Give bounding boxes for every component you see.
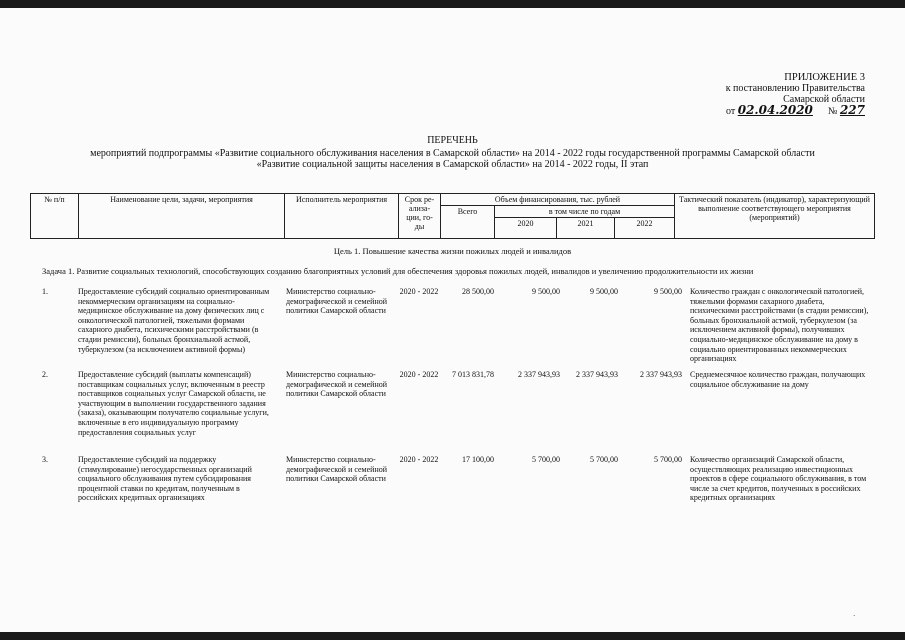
scan-border-top [0, 0, 905, 8]
row-executor: Министерство социально-демографической и семейной политики Самарской области [286, 455, 388, 484]
number-value: 227 [839, 103, 865, 117]
row-total: 7 013 831,78 [452, 370, 494, 379]
col-indicator-header: Тактический показатель (индикатор), характеризующий выполнение соответствующего мероприятия (мероприятий) [675, 194, 875, 239]
appendix-block [726, 72, 865, 117]
row-total: 17 100,00 [462, 455, 494, 464]
row-2020: 9 500,00 [532, 287, 560, 296]
row-name: Предоставление субсидий (выплаты компенсаций) поставщикам социальных услуг, включенным в реестр поставщиков социальных услуг Самарской области, не участвующим в выполнении государственного задания (заказа), оказывающим получателю социальные услуги, включенные в его индивидуальную программу предоставления социальных услуг [78, 370, 269, 437]
col-by-years-header: в том числе по годам [495, 206, 675, 218]
row-executor: Министерство социально-демографической и семейной политики Самарской области [286, 287, 388, 316]
row-name: Предоставление субсидий на поддержку (стимулирование) негосударственных организаций социального обслуживания путем субсидирования процентной ставки по кредитам, полученным в российских кредитных организациях [78, 455, 252, 503]
col-total-header: Всего [441, 206, 495, 239]
row-2022: 2 337 943,93 [640, 370, 682, 379]
heading-title: ПЕРЕЧЕНЬ [427, 135, 478, 146]
row-term: 2020 - 2022 [399, 287, 439, 296]
date-value: 02.04.2020 [737, 103, 813, 117]
task-line: Задача 1. Развитие социальных технологий, способствующих созданию благоприятных условий для обеспечения здоровья пожилых людей, инвалидов и увеличению продолжительности их жизни [42, 266, 754, 276]
heading-line1: мероприятий подпрограммы «Развитие социального обслуживания населения в Самарской области» на 2014 - 2022 годы государственной программы Самарской области [90, 148, 815, 159]
col-executor-header: Исполнитель мероприятия [285, 194, 399, 239]
row-term: 2020 - 2022 [399, 370, 439, 379]
row-num: 3. [42, 455, 48, 464]
heading-line2: «Развитие социальной защиты населения в Самарской области» на 2014 - 2022 годы, II этап [256, 159, 649, 170]
scan-border-bottom [0, 632, 905, 640]
row-total: 28 500,00 [462, 287, 494, 296]
row-num: 1. [42, 287, 48, 296]
col-num-header: № п/п [31, 194, 79, 239]
row-2022: 9 500,00 [654, 287, 682, 296]
row-2022: 5 700,00 [654, 455, 682, 464]
row-2021: 9 500,00 [590, 287, 618, 296]
row-indicator: Количество граждан с онкологической патологией, тяжелыми формами сахарного диабета, психическими расстройствами (в стадии ремиссии), больных бронхиальной астмой, туберкулезом (за исключением активной формы), получивших социально-медицинское обслуживание на дому в социально ориентированных некоммерческих организациях [690, 287, 869, 364]
row-name: Предоставление субсидий социально ориентированным некоммерческим организациям на социально-медицинское обслуживание на дому физических лиц с онкологической патологией, тяжелыми формами сахарного диабета, психическими расстройствами (в стадии ремиссии), больных бронхиальной астмой, туберкулезом (за исключением активной формы) [78, 287, 270, 354]
appendix-line2: Самарской области [783, 94, 865, 105]
row-indicator: Среднемесячное количество граждан, получающих социальное обслуживание на дому [690, 370, 866, 389]
date-prefix: от [725, 106, 736, 117]
header-table [30, 193, 875, 239]
goal-line: Цель 1. Повышение качества жизни пожилых людей и инвалидов [333, 246, 572, 256]
row-term: 2020 - 2022 [399, 455, 439, 464]
col-name-header: Наименование цели, задачи, мероприятия [79, 194, 285, 239]
appendix-line1: к постановлению Правительства [725, 83, 865, 94]
row-2021: 2 337 943,93 [576, 370, 618, 379]
row-2020: 2 337 943,93 [518, 370, 560, 379]
row-2021: 5 700,00 [590, 455, 618, 464]
scan-speck: · [853, 612, 856, 620]
year3-header: 2022 [615, 218, 675, 239]
row-executor: Министерство социально-демографической и семейной политики Самарской области [286, 370, 388, 399]
year1-header: 2020 [495, 218, 557, 239]
col-funding-header: Объем финансирования, тыс. рублей [441, 194, 675, 206]
appendix-date-line [726, 105, 865, 117]
appendix-title: ПРИЛОЖЕНИЕ 3 [784, 72, 865, 83]
col-term-header: Срок ре- ализа- ции, го- ды [399, 194, 441, 239]
number-prefix: № [827, 106, 838, 117]
row-num: 2. [42, 370, 48, 379]
row-indicator: Количество организаций Самарской области, осуществляющих реализацию инвестиционных проектов в сфере социального обслуживания, в том числе за счет кредитов, полученных в российских кредитных организациях [690, 455, 867, 503]
row-2020: 5 700,00 [532, 455, 560, 464]
year2-header: 2021 [557, 218, 615, 239]
